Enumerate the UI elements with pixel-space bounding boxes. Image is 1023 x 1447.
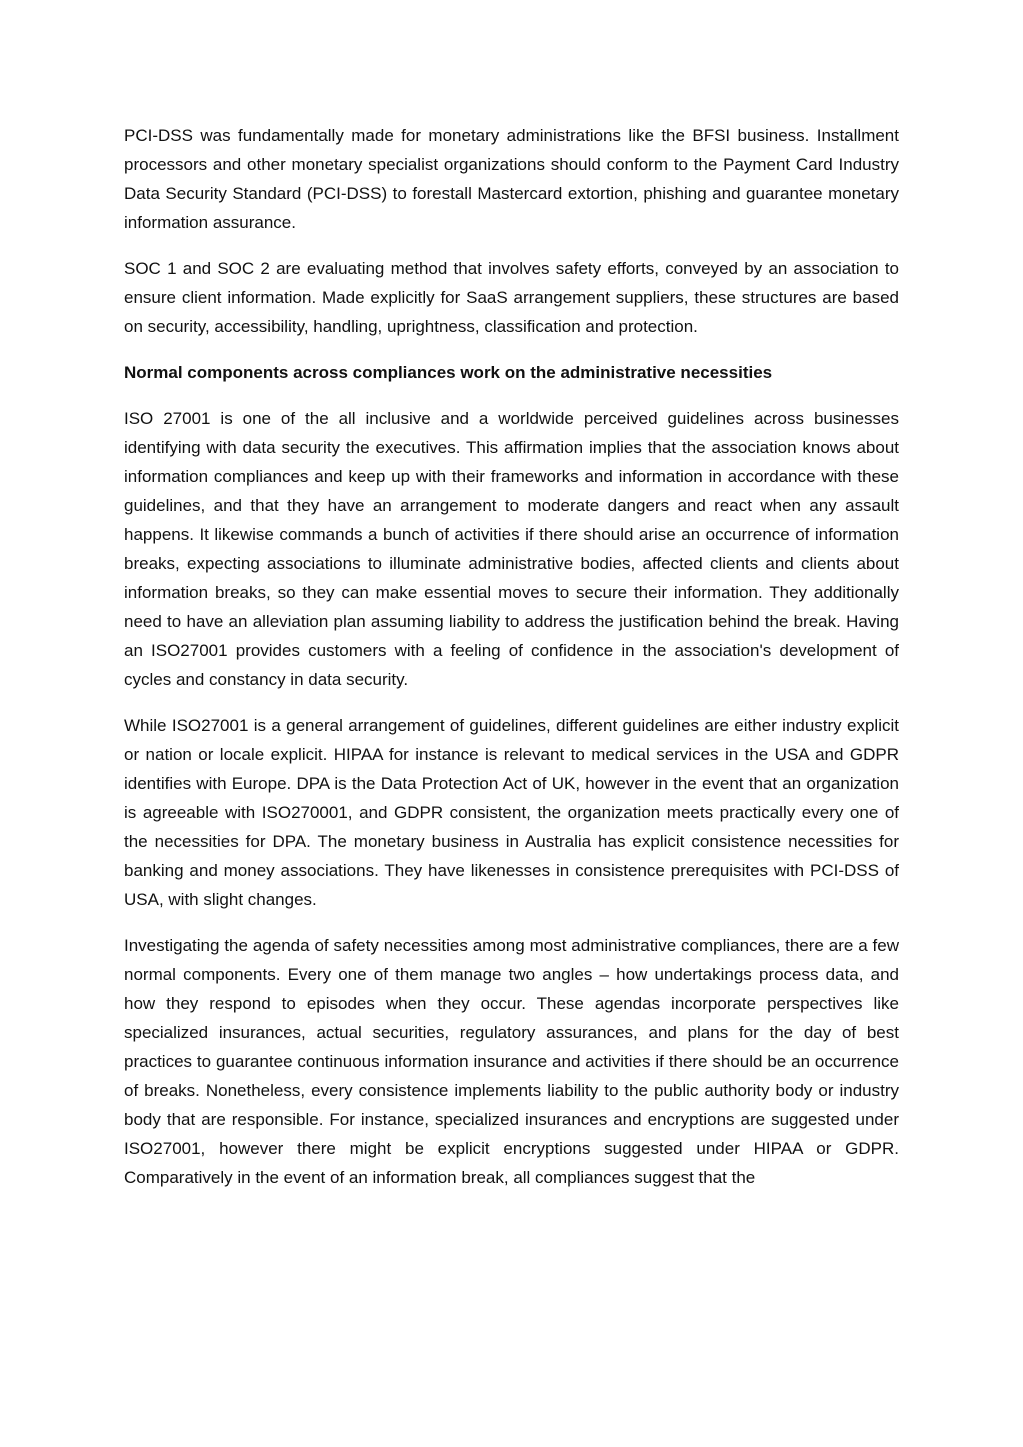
- section-heading: Normal components across compliances work on the administrative necessities: [124, 363, 773, 382]
- document-page: [124, 121, 899, 1209]
- paragraph-common-components: Investigating the agenda of safety necessities among most administrative compliances, there are a few normal components. Every one of them manage two angles – how undertakings process data, and how they respond to episodes when they occur. These agendas incorporate perspectives like specialized insurances, actual securities, regulatory assurances, and plans for the day of best practices to guarantee continuous information insurance and activities if there should be an occurrence of breaks. Nonetheless, every consistence implements liability to the public authority body or industry body that are responsible. For instance, specialized insurances and encryptions are suggested under ISO27001, however there might be explicit encryptions suggested under HIPAA or GDPR. Comparatively in the event of an information break, all compliances suggest that the: [124, 936, 899, 1187]
- paragraph-soc: SOC 1 and SOC 2 are evaluating method that involves safety efforts, conveyed by an association to ensure client information. Made explicitly for SaaS arrangement suppliers, these structures are based on security, accessibility, handling, uprightness, classification and protection.: [124, 259, 899, 336]
- paragraph-pci-dss: PCI-DSS was fundamentally made for monetary administrations like the BFSI business. Installment processors and other monetary specialist organizations should conform to the Payment Card Industry Data Security Standard (PCI-DSS) to forestall Mastercard extortion, phishing and guarantee monetary information assurance.: [124, 126, 899, 232]
- paragraph-iso27001: ISO 27001 is one of the all inclusive and a worldwide perceived guidelines across businesses identifying with data security the executives. This affirmation implies that the association knows about information compliances and keep up with their frameworks and information in accordance with these guidelines, and that they have an arrangement to moderate dangers and react when any assault happens. It likewise commands a bunch of activities if there should arise an occurrence of information breaks, expecting associations to illuminate administrative bodies, affected clients and clients about information breaks, so they can make essential moves to secure their information. They additionally need to have an alleviation plan assuming liability to address the justification behind the break. Having an ISO27001 provides customers with a feeling of confidence in the association's development of cycles and constancy in data security.: [124, 409, 899, 689]
- paragraph-regional-guidelines: While ISO27001 is a general arrangement of guidelines, different guidelines are either industry explicit or nation or locale explicit. HIPAA for instance is relevant to medical services in the USA and GDPR identifies with Europe. DPA is the Data Protection Act of UK, however in the event that an organization is agreeable with ISO270001, and GDPR consistent, the organization meets practically every one of the necessities for DPA. The monetary business in Australia has explicit consistence necessities for banking and money associations. They have likenesses in consistence prerequisites with PCI-DSS of USA, with slight changes.: [124, 716, 899, 909]
